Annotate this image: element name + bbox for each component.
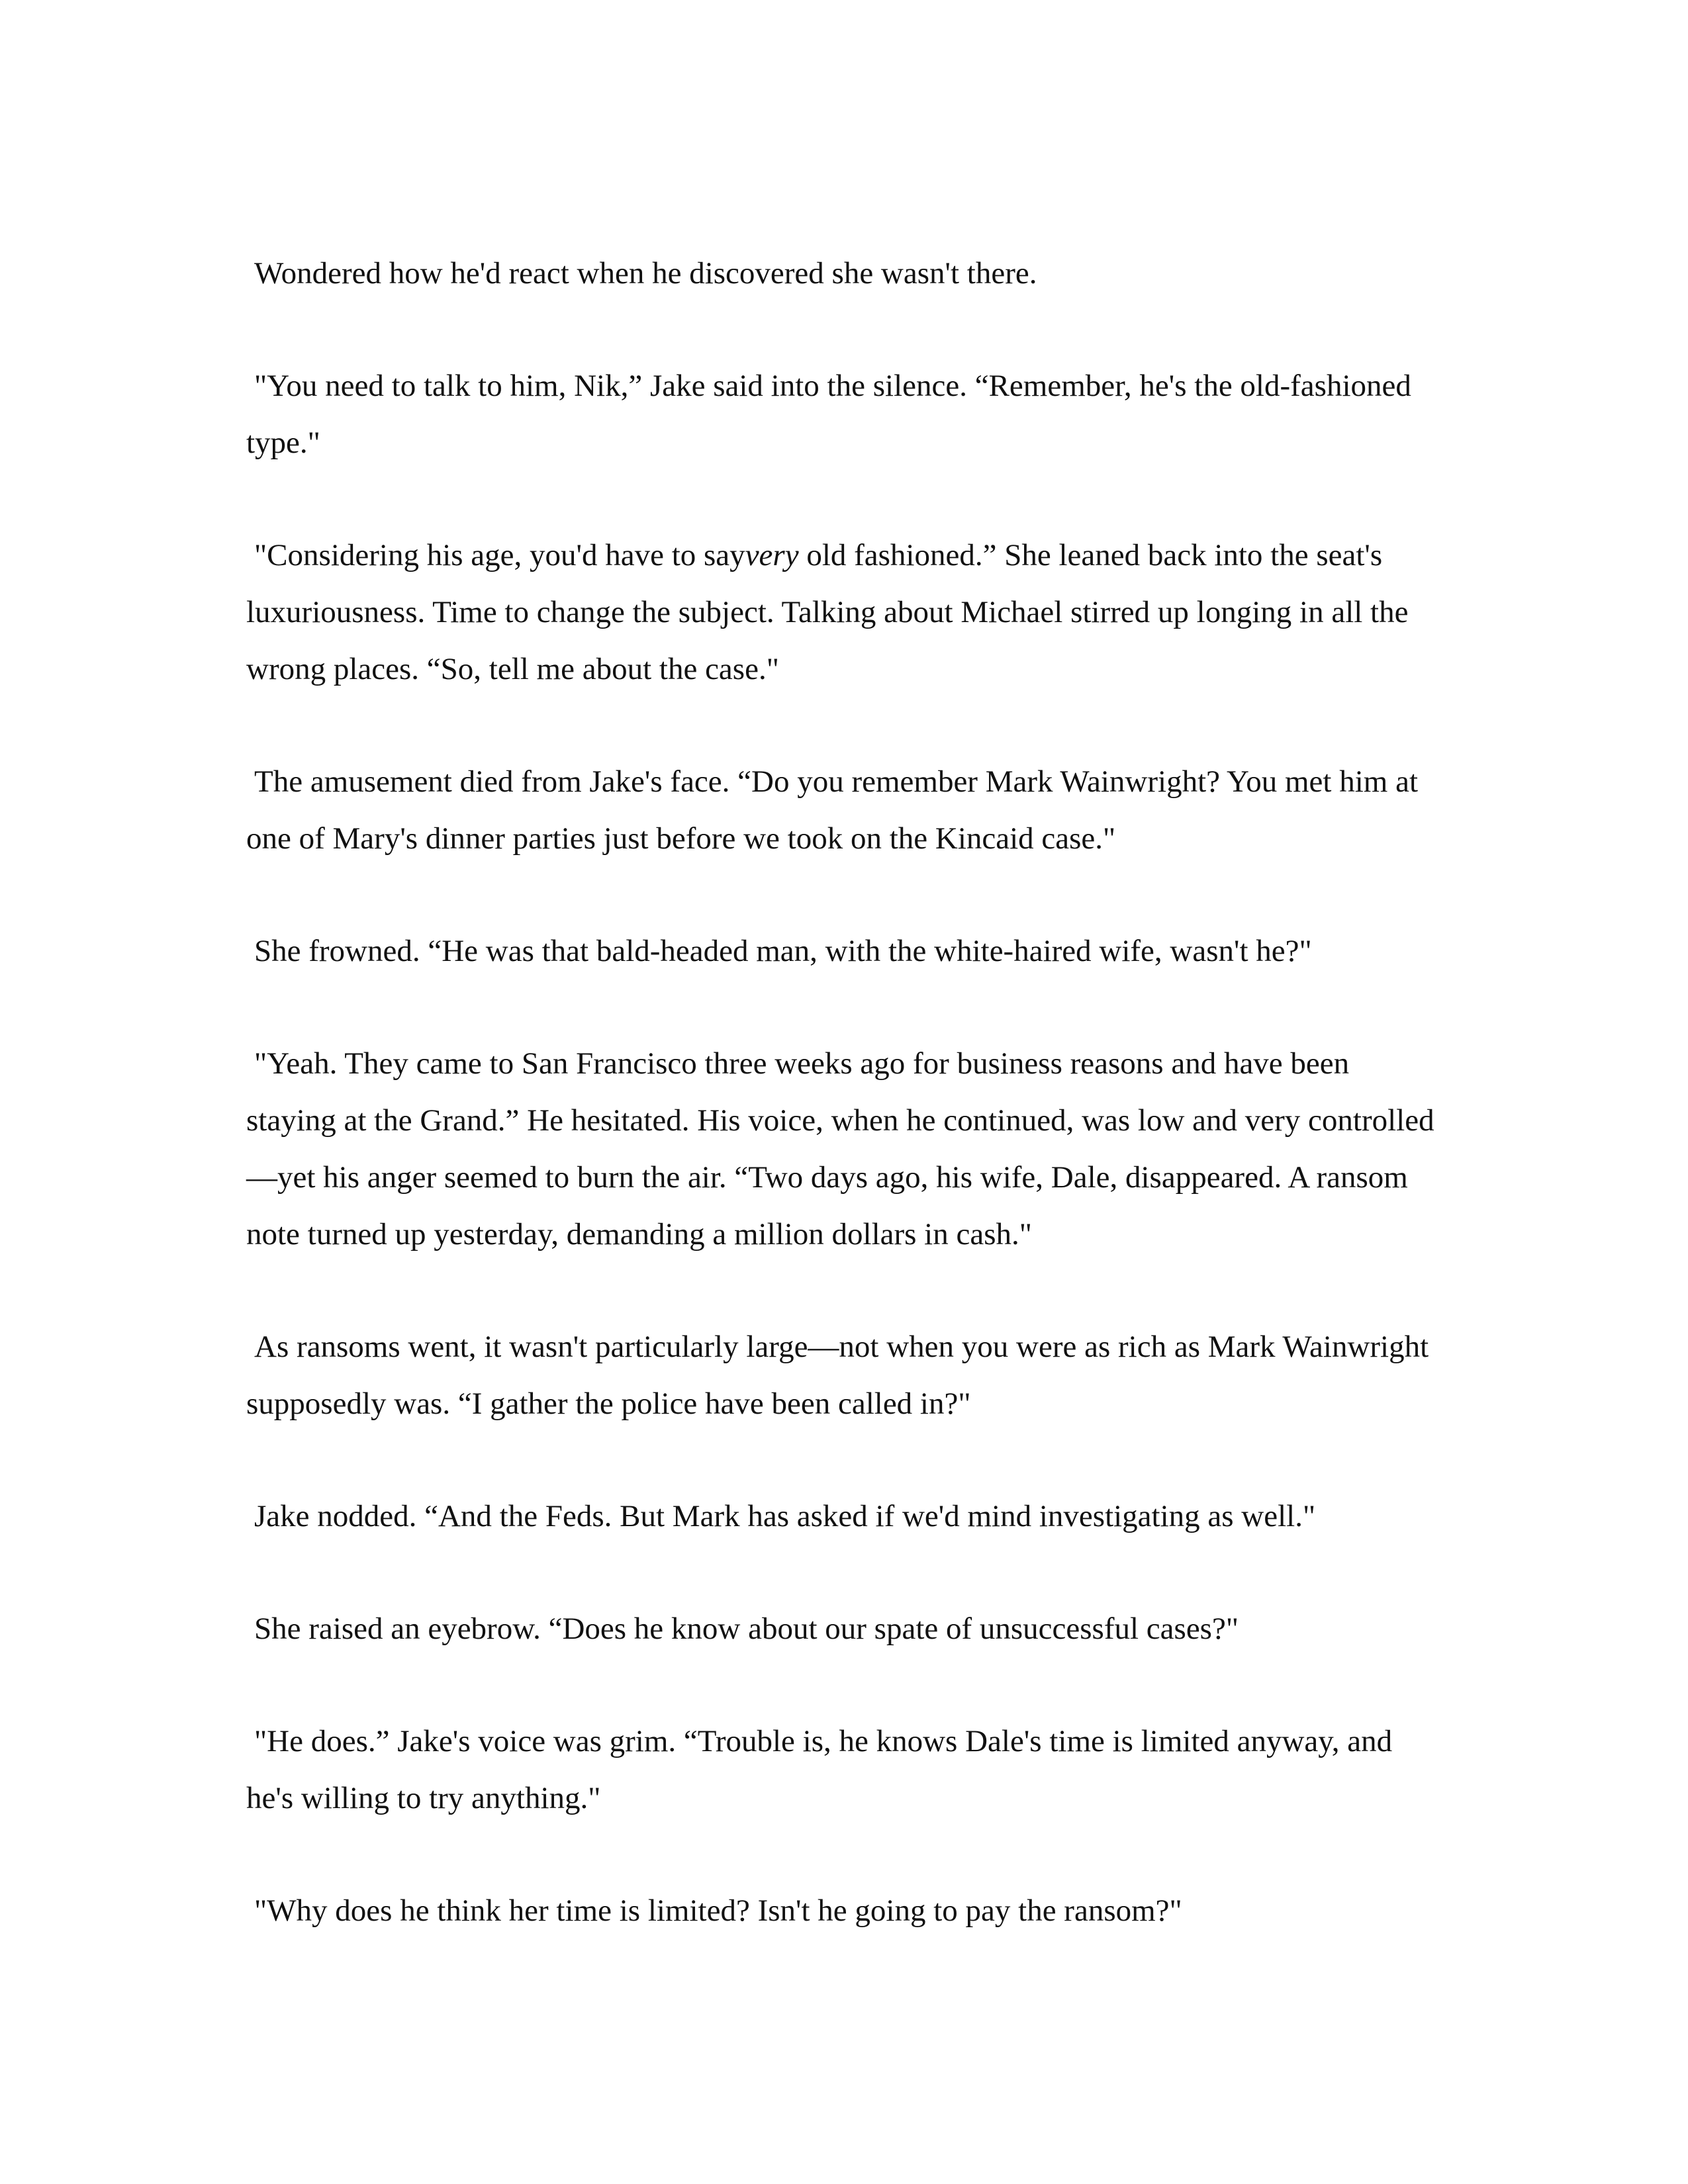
paragraph-text-after: old fashioned.” She leaned back into the seat's luxuriousness. Time to change the subject. Talking about Michael stirred up longing in all the wrong places. “So, tell me about the case." <box>246 538 1409 686</box>
paragraph-11 <box>246 1882 1444 1939</box>
paragraph-text: As ransoms went, it wasn't particularly large—not when you were as rich as Mark Wainwright supposedly was. “I gather the police have been called in?" <box>246 1330 1429 1421</box>
paragraph-text: Jake nodded. “And the Feds. But Mark has asked if we'd mind investigating as well." <box>254 1499 1316 1533</box>
paragraph-text-before: "Considering his age, you'd have to say <box>254 538 745 572</box>
paragraph-2 <box>246 357 1444 471</box>
paragraph-text: She raised an eyebrow. “Does he know about our spate of unsuccessful cases?" <box>254 1612 1239 1646</box>
paragraph-9 <box>246 1600 1444 1657</box>
paragraph-1 <box>246 245 1444 302</box>
paragraph-7 <box>246 1318 1444 1432</box>
paragraph-text: "Why does he think her time is limited? Isn't he going to pay the ransom?" <box>254 1893 1182 1928</box>
paragraph-text: "You need to talk to him, Nik,” Jake said into the silence. “Remember, he's the old-fashioned type." <box>246 369 1411 460</box>
paragraph-text: "Yeah. They came to San Francisco three weeks ago for business reasons and have been staying at the Grand.” He hesitated. His voice, when he continued, was low and very controlled—yet his anger seemed to burn the air. “Two days ago, his wife, Dale, disappeared. A ransom note turned up yesterday, demanding a million dollars in cash." <box>246 1046 1434 1251</box>
paragraph-text: Wondered how he'd react when he discovered she wasn't there. <box>254 256 1037 291</box>
document-body <box>246 245 1444 1995</box>
paragraph-6 <box>246 1035 1444 1263</box>
paragraph-8 <box>246 1488 1444 1545</box>
paragraph-text: The amusement died from Jake's face. “Do you remember Mark Wainwright? You met him at one of Mary's dinner parties just before we took on the Kincaid case." <box>246 764 1419 856</box>
paragraph-4 <box>246 753 1444 867</box>
paragraph-text: "He does.” Jake's voice was grim. “Trouble is, he knows Dale's time is limited anyway, and he's willing to try anything." <box>246 1724 1393 1815</box>
paragraph-5 <box>246 923 1444 979</box>
paragraph-10 <box>246 1713 1444 1827</box>
paragraph-3 <box>246 527 1444 698</box>
paragraph-text: She frowned. “He was that bald-headed man, with the white-haired wife, wasn't he?" <box>254 934 1312 968</box>
paragraph-emphasis: very <box>745 538 799 572</box>
